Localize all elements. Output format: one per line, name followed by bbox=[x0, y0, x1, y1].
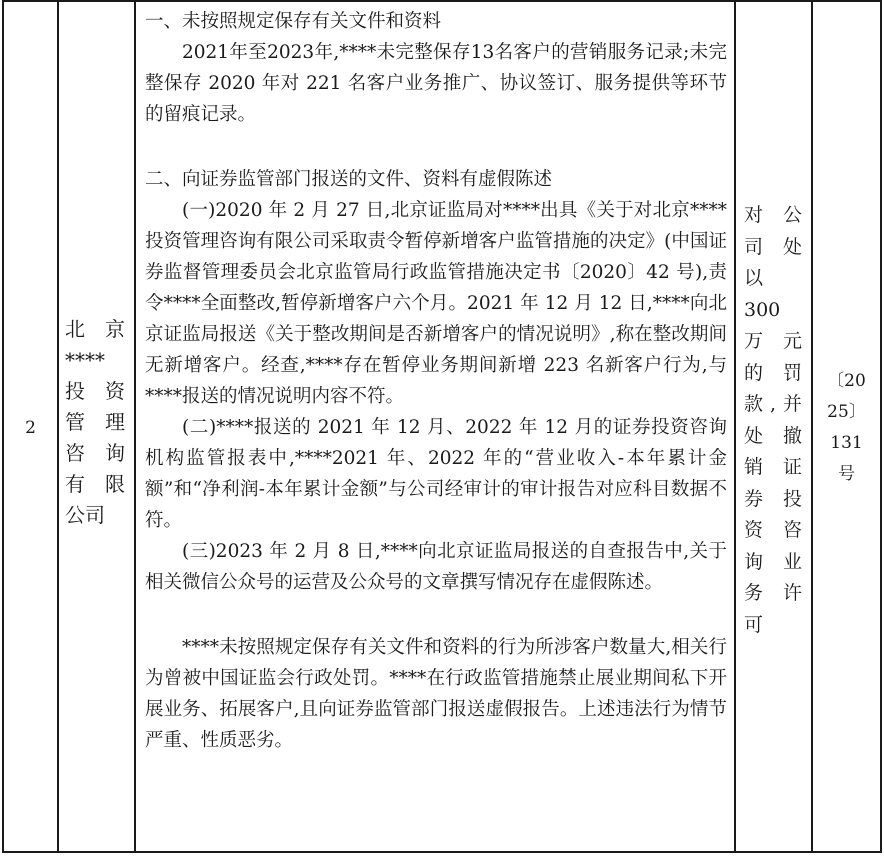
doc-number-line: 〔20 bbox=[827, 371, 866, 391]
section-1-title: 一、未按照规定保存有关文件和资料 bbox=[145, 11, 442, 32]
company-line: **** bbox=[65, 348, 105, 372]
company-name bbox=[65, 314, 125, 531]
section-2-item-2: (二)****报送的 2021 年 12 月、2022 年 12 月的证券投资咨询机构监管报表中,****2021 年、2022 年的“营业收入-本年累计金额”和“净利润-本年累计金额”与公司经审计的审计报告对应科目数据不符。 bbox=[145, 417, 727, 531]
penalty-line: 300 bbox=[744, 298, 781, 321]
decision-document-number bbox=[813, 366, 880, 490]
penalty-line: 对 公 bbox=[744, 204, 802, 226]
doc-number-line: 25〕 bbox=[827, 402, 866, 422]
company-line: 管 理 bbox=[65, 410, 125, 434]
company-line: 北 京 bbox=[65, 317, 125, 341]
section-2-title: 二、向证券监管部门报送的文件、资料有虚假陈述 bbox=[145, 169, 553, 190]
penalty-line: 处 撤 bbox=[744, 424, 802, 447]
section-1-body: 2021年至2023年,****未完整保存13名客户的营销服务记录;未完整保存 2020 年对 221 名客户业务推广、协议签订、服务提供等环节的留痕记录。 bbox=[145, 42, 727, 125]
col-border-5 bbox=[880, 0, 882, 853]
penalty-line: 以 bbox=[744, 267, 764, 289]
penalty-line: 的 罚 bbox=[744, 361, 802, 384]
doc-number-line: 131 bbox=[830, 433, 863, 453]
company-line: 投 资 bbox=[65, 379, 125, 403]
penalty-line: 万 元 bbox=[744, 330, 802, 352]
penalty-line: 可 bbox=[744, 613, 764, 636]
conclusion-paragraph: ****未按照规定保存有关文件和资料的行为所涉客户数量大,相关行为曾被中国证监会行政处罚。****在行政监管措施禁止展业期间私下开展业务、拓展客户,且向证券监管部门报送虚假报告。上述违法行为情节严重、性质恶劣。 bbox=[145, 637, 727, 751]
doc-number-line: 号 bbox=[838, 464, 855, 484]
company-line: 有 限 bbox=[65, 472, 125, 496]
col-border-1 bbox=[57, 0, 59, 853]
col-border-2 bbox=[134, 0, 136, 853]
company-line: 公司 bbox=[65, 503, 105, 527]
violation-facts bbox=[145, 6, 727, 756]
penalty-line: 务 许 bbox=[744, 582, 802, 604]
company-line: 咨 询 bbox=[65, 441, 125, 465]
penalty-decision bbox=[744, 200, 802, 641]
penalty-line: 款,并 bbox=[744, 393, 802, 415]
penalty-line: 销 证 bbox=[744, 456, 802, 478]
penalty-line: 司 处 bbox=[744, 235, 802, 258]
section-2-item-1: (一)2020 年 2 月 27 日,北京证监局对****出具《关于对北京****投资管理咨询有限公司采取责令暂停新增客户监管措施的决定》(中国证券监督管理委员会北京监管局行政监管措施决定书〔2020〕42 号),责令****全面整改,暂停新增客户六个月。2021 年 12 月 12 日,****向北京证监局报送《关于整改期间是否新增客户的情况说明》,称在整改期间无新增客户。经查,****存在暂停业务期间新增 223 名新客户行为,与****报送的情况说明内容不符。 bbox=[145, 200, 727, 407]
penalty-line: 询 业 bbox=[744, 550, 802, 573]
penalty-line: 资 咨 bbox=[744, 519, 802, 541]
row-number: 2 bbox=[25, 418, 36, 438]
section-2-item-3: (三)2023 年 2 月 8 日,****向北京证监局报送的自查报告中,关于相关微信公众号的运营及公众号的文章撰写情况存在虚假陈述。 bbox=[145, 541, 727, 593]
penalty-line: 券 投 bbox=[744, 487, 802, 510]
col-border-3 bbox=[734, 0, 736, 853]
